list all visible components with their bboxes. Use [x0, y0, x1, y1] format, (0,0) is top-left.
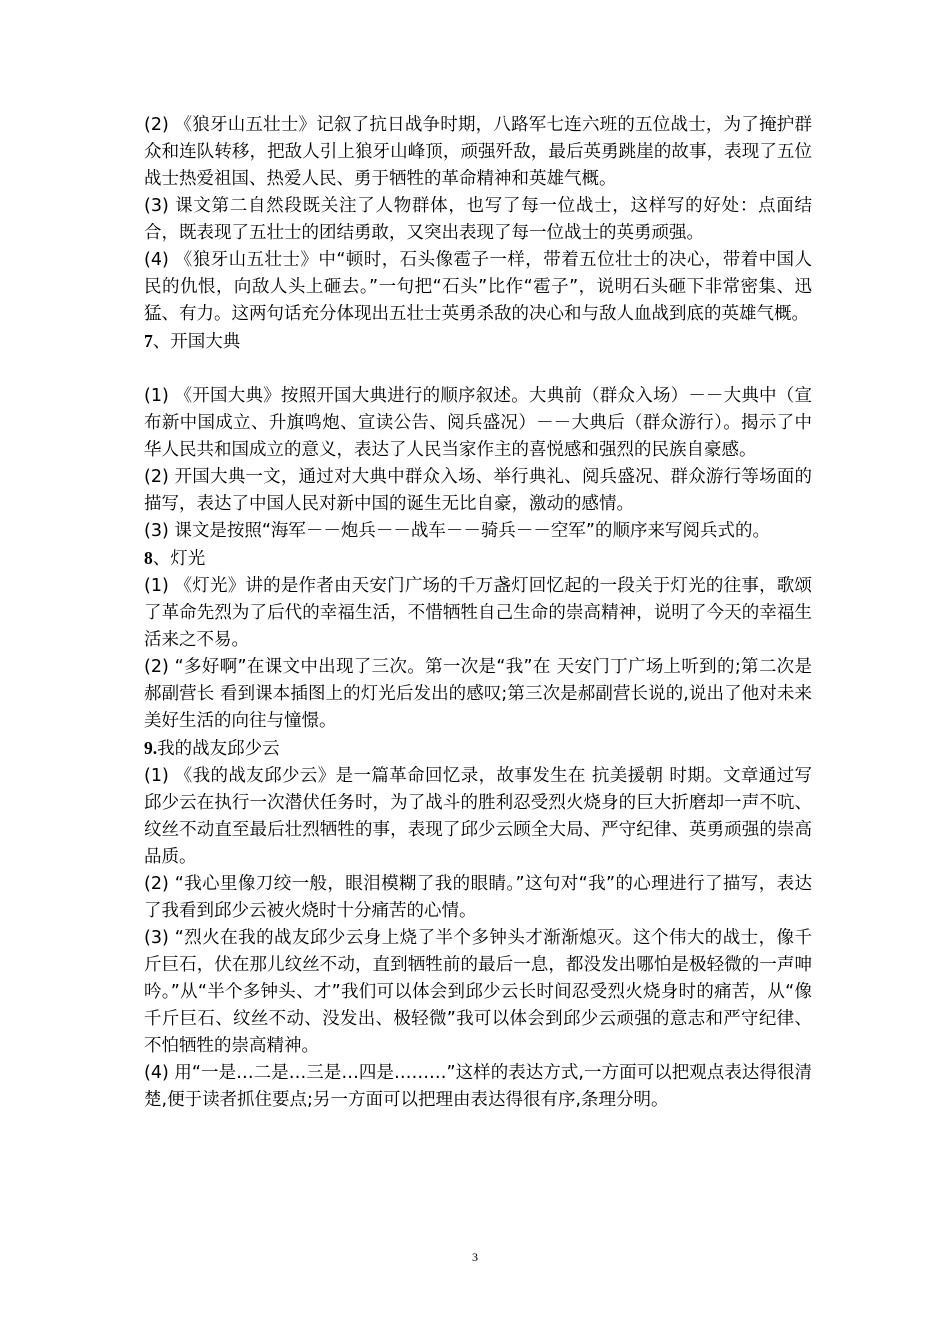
paragraph: (2) “多好啊”在课文中出现了三次。第一次是“我”在 天安门丁广场上听到的;第二次是 郝副营长 看到课本插图上的灯光后发出的感叹;第三次是郝副营长说的,说出了他对未来美好生活的向往与憧憬。 [144, 657, 812, 731]
section-heading [144, 328, 812, 356]
paragraph: (4) 《狼牙山五壮士》中“顿时，石头像雹子一样，带着五位壮士的决心，带着中国人民的仇恨，向敌人头上砸去。”一句把“石头”比作“雹子”，说明石头砸下非常密集、迅猛、有力。这两句话充分体现出五壮士英勇杀敌的决心和与敌人血战到底的英雄气概。 [144, 250, 812, 324]
section-langyashan [144, 112, 812, 328]
section-qiushaoyun [144, 735, 812, 1114]
section-heading [144, 735, 812, 763]
section-number: 8 [144, 548, 153, 568]
paragraph: (1) 《开国大典》按照开国大典进行的顺序叙述。大典前（群众入场）－－大典中（宣布新中国成立、升旗鸣炮、宣读公告、阅兵盛况）－－大典后（群众游行）。揭示了中华人民共和国成立的意义，表达了人民当家作主的喜悦感和强烈的民族自豪感。 [144, 386, 812, 460]
section-title: 、灯光 [152, 549, 206, 569]
page-content [144, 112, 812, 1114]
paragraph: (2) “我心里像刀绞一般，眼泪模糊了我的眼睛。”这句对“我”的心理进行了描写，表达了我看到邱少云被火烧时十分痛苦的心情。 [144, 874, 812, 921]
section-number: 9. [144, 738, 158, 758]
section-dengguang [144, 545, 812, 735]
paragraph: (1) 《我的战友邱少云》是一篇革命回忆录，故事发生在 抗美援朝 时期。文章通过写邱少云在执行一次潜伏任务时，为了战斗的胜利忍受烈火烧身的巨大折磨却一声不吭、纹丝不动直至最后壮烈牺牲的事，表现了邱少云顾全大局、严守纪律、英勇顽强的崇高品质。 [144, 766, 812, 867]
paragraph: (3) 课文第二自然段既关注了人物群体，也写了每一位战士，这样写的好处：点面结合，既表现了五壮士的团结勇敢，又突出表现了每一位战士的英勇顽强。 [144, 196, 812, 243]
paragraph: (4) 用“一是…二是…三是…四是………”这样的表达方式,一方面可以把观点表达得很清楚,便于读者抓住要点;另一方面可以把理由表达得很有序,条理分明。 [144, 1063, 812, 1110]
page-number: 3 [472, 1250, 478, 1264]
paragraph: (3) 课文是按照“海军－－炮兵－－战车－－骑兵－－空军”的顺序来写阅兵式的。 [144, 521, 770, 541]
section-title: 我的战友邱少云 [157, 739, 280, 759]
paragraph: (2) 《狼牙山五壮士》记叙了抗日战争时期，八路军七连六班的五位战士，为了掩护群众和连队转移，把敌人引上狼牙山峰顶，顽强歼敌，最后英勇跳崖的故事，表现了五位战士热爱祖国、热爱人民、勇于牺牲的革命精神和英雄气概。 [144, 115, 812, 189]
section-title: 、开国大典 [152, 332, 241, 352]
paragraph: (3) “烈火在我的战友邱少云身上烧了半个多钟头才渐渐熄灭。这个伟大的战士，像千斤巨石，伏在那儿纹丝不动，直到牺牲前的最后一息，都没发出哪怕是极轻微的一声呻吟。”从“半个多钟头、才”我们可以体会到邱少云长时间忍受烈火烧身时的痛苦，从“像千斤巨石、纹丝不动、没发出、极轻微”我可以体会到邱少云顽强的意志和严守纪律、不怕牺牲的崇高精神。 [144, 928, 812, 1056]
paragraph: (2) 开国大典一文，通过对大典中群众入场、举行典礼、阅兵盛况、群众游行等场面的描写，表达了中国人民对新中国的诞生无比自豪，激动的感情。 [144, 467, 812, 514]
paragraph: (1) 《灯光》讲的是作者由天安门广场的千万盏灯回忆起的一段关于灯光的往事，歌颂了革命先烈为了后代的幸福生活，不惜牺牲自己生命的崇高精神，说明了今天的幸福生活来之不易。 [144, 576, 812, 650]
blank-line [144, 356, 812, 383]
section-number: 7 [144, 331, 153, 351]
section-heading [144, 545, 812, 573]
section-kaiguodadian [144, 328, 812, 545]
